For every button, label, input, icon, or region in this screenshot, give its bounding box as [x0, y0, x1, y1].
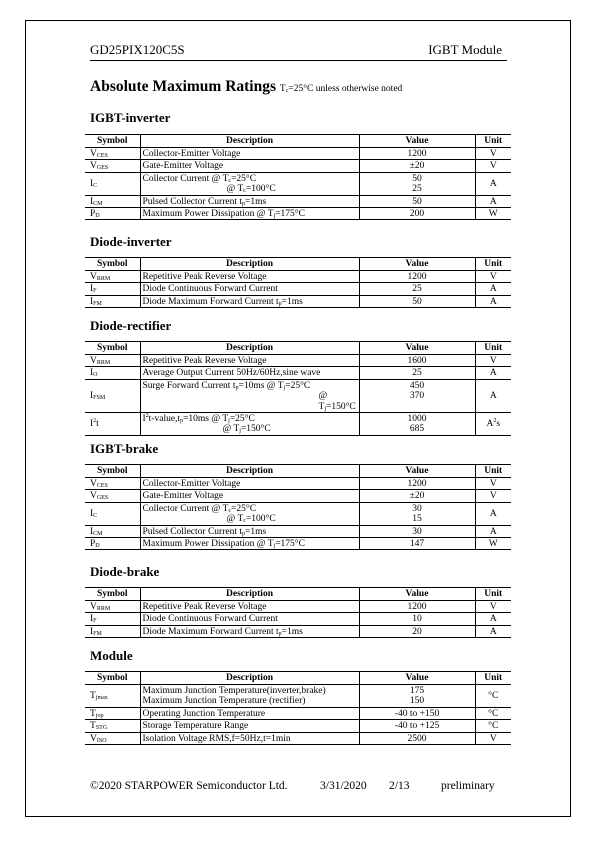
unit-cell: A	[475, 502, 511, 525]
value-cell: 25	[359, 367, 475, 379]
symbol-cell: $T_{jmax}$	[85, 685, 140, 708]
table-header-row	[85, 672, 511, 685]
unit-cell: A	[475, 172, 511, 195]
value-cell: 450 370	[359, 379, 475, 412]
unit-cell: V	[475, 478, 511, 490]
col-description: Description	[140, 342, 359, 355]
value-cell: 1200	[359, 148, 475, 160]
unit-cell: °C	[475, 720, 511, 732]
description-cell: Pulsed Collector Current $t_p=1ms$	[140, 525, 359, 537]
page-header	[90, 42, 507, 61]
table-row	[85, 379, 511, 412]
table-row	[85, 195, 511, 207]
col-value: Value	[359, 135, 475, 148]
symbol-cell: $I_{CM}$	[85, 525, 140, 537]
symbol-cell: $P_D$	[85, 538, 140, 550]
section-title-diode-inverter: Diode-inverter	[90, 234, 172, 249]
symbol-cell: $T_{STG}$	[85, 720, 140, 732]
description-cell: Operating Junction Temperature	[140, 707, 359, 719]
table-header-row	[85, 465, 511, 478]
section-title-module: Module	[90, 648, 133, 663]
symbol-cell: $I_C$	[85, 172, 140, 195]
value-cell: 175 150	[359, 685, 475, 708]
table-row	[85, 707, 511, 719]
value-cell: -40 to +150	[359, 707, 475, 719]
unit-cell: V	[475, 355, 511, 367]
symbol-cell: $V_{CES}$	[85, 148, 140, 160]
unit-cell: V	[475, 148, 511, 160]
unit-cell: °C	[475, 685, 511, 708]
description-cell: Diode Continuous Forward Current	[140, 613, 359, 625]
table-diode-brake	[85, 587, 511, 638]
unit-cell: W	[475, 538, 511, 550]
value-cell: 30 15	[359, 502, 475, 525]
value-cell: ±20	[359, 160, 475, 172]
title-text: Absolute Maximum Ratings	[90, 78, 277, 95]
unit-cell: A	[475, 625, 511, 637]
description-cell: $I^2t-value,t_p=10ms$ @ $T_j=25^\circ C$ @ $T_j=150^\circ C$	[140, 413, 359, 436]
value-cell: 50	[359, 295, 475, 307]
col-value: Value	[359, 342, 475, 355]
description-cell: Collector-Emitter Voltage	[140, 478, 359, 490]
section-title-diode-rectifier: Diode-rectifier	[90, 318, 172, 333]
value-cell: 1600	[359, 355, 475, 367]
value-cell: 30	[359, 525, 475, 537]
unit-cell: A	[475, 613, 511, 625]
symbol-cell: $I_{FM}$	[85, 295, 140, 307]
col-symbol: Symbol	[85, 588, 140, 601]
value-cell: -40 to +125	[359, 720, 475, 732]
col-description: Description	[140, 588, 359, 601]
value-cell: 50 25	[359, 172, 475, 195]
table-row	[85, 525, 511, 537]
table-row	[85, 538, 511, 550]
description-cell: Average Output Current 50Hz/60Hz,sine wave	[140, 367, 359, 379]
footer-status: preliminary	[441, 780, 495, 792]
symbol-cell: $V_{RRM}$	[85, 601, 140, 613]
table-row	[85, 367, 511, 379]
description-cell: Storage Temperature Range	[140, 720, 359, 732]
unit-cell: V	[475, 601, 511, 613]
table-row	[85, 295, 511, 307]
description-cell: Collector-Emitter Voltage	[140, 148, 359, 160]
section-title-igbt-brake: IGBT-brake	[90, 441, 159, 456]
symbol-cell: $I_O$	[85, 367, 140, 379]
col-value: Value	[359, 672, 475, 685]
symbol-cell: $P_D$	[85, 208, 140, 220]
section-title-igbt-inverter: IGBT-inverter	[90, 110, 171, 125]
symbol-cell: $I_{FSM}$	[85, 379, 140, 412]
value-cell: 1000 685	[359, 413, 475, 436]
col-symbol: Symbol	[85, 258, 140, 271]
table-row	[85, 148, 511, 160]
table-diode-inverter	[85, 257, 511, 308]
value-cell: 50	[359, 195, 475, 207]
description-cell: Repetitive Peak Reverse Voltage	[140, 601, 359, 613]
description-cell: Diode Maximum Forward Current $t_p=1ms$	[140, 625, 359, 637]
value-cell: 10	[359, 613, 475, 625]
description-cell: Maximum Junction Temperature(inverter,brake) Maximum Junction Temperature (rectifier)	[140, 685, 359, 708]
table-header-row	[85, 135, 511, 148]
description-cell: Repetitive Peak Reverse Voltage	[140, 271, 359, 283]
symbol-cell: $I_C$	[85, 502, 140, 525]
unit-cell: V	[475, 732, 511, 744]
value-cell: 1200	[359, 478, 475, 490]
unit-cell: V	[475, 271, 511, 283]
footer-date: 3/31/2020	[320, 780, 367, 792]
col-value: Value	[359, 465, 475, 478]
table-header-row	[85, 588, 511, 601]
col-description: Description	[140, 135, 359, 148]
description-cell: Maximum Power Dissipation @ $T_j=175^\circ C$	[140, 538, 359, 550]
unit-cell: A	[475, 283, 511, 295]
value-cell: 2500	[359, 732, 475, 744]
col-unit: Unit	[475, 672, 511, 685]
table-row	[85, 502, 511, 525]
table-row	[85, 283, 511, 295]
table-row	[85, 172, 511, 195]
table-row	[85, 601, 511, 613]
description-cell: Diode Maximum Forward Current $t_p=1ms$	[140, 295, 359, 307]
unit-cell: A	[475, 367, 511, 379]
value-cell: 147	[359, 538, 475, 550]
description-cell: Collector Current @ $T_c=25^\circ C$ @ $T_c=100^\circ C$	[140, 502, 359, 525]
col-symbol: Symbol	[85, 135, 140, 148]
col-symbol: Symbol	[85, 342, 140, 355]
module-type: IGBT Module	[428, 42, 502, 57]
symbol-cell: $I^2t$	[85, 413, 140, 436]
symbol-cell: $I_F$	[85, 613, 140, 625]
part-number: GD25PIX120C5S	[90, 42, 185, 57]
unit-cell: A	[475, 525, 511, 537]
unit-cell: A	[475, 295, 511, 307]
col-unit: Unit	[475, 465, 511, 478]
symbol-cell: $V_{ISO}$	[85, 732, 140, 744]
unit-cell: V	[475, 160, 511, 172]
table-igbt-brake	[85, 464, 511, 550]
value-cell: 20	[359, 625, 475, 637]
table-row	[85, 685, 511, 708]
symbol-cell: $V_{GES}$	[85, 160, 140, 172]
table-row	[85, 720, 511, 732]
table-row	[85, 160, 511, 172]
table-row	[85, 732, 511, 744]
footer-page-number: 2/13	[389, 780, 410, 792]
table-row	[85, 625, 511, 637]
symbol-cell: $V_{GES}$	[85, 490, 140, 502]
page-title	[90, 78, 402, 96]
symbol-cell: $V_{RRM}$	[85, 355, 140, 367]
description-cell: Diode Continuous Forward Current	[140, 283, 359, 295]
table-row	[85, 355, 511, 367]
col-unit: Unit	[475, 258, 511, 271]
unit-cell: A	[475, 195, 511, 207]
symbol-cell: $I_{FM}$	[85, 625, 140, 637]
value-cell: ±20	[359, 490, 475, 502]
col-symbol: Symbol	[85, 465, 140, 478]
symbol-cell: $V_{RRM}$	[85, 271, 140, 283]
col-description: Description	[140, 672, 359, 685]
col-unit: Unit	[475, 342, 511, 355]
title-condition: $T_c=25^\circ C$ unless otherwise noted	[279, 84, 403, 94]
table-header-row	[85, 258, 511, 271]
col-unit: Unit	[475, 135, 511, 148]
col-value: Value	[359, 258, 475, 271]
symbol-cell: $T_{jop}$	[85, 707, 140, 719]
col-symbol: Symbol	[85, 672, 140, 685]
col-value: Value	[359, 588, 475, 601]
table-row	[85, 208, 511, 220]
value-cell: 200	[359, 208, 475, 220]
col-unit: Unit	[475, 588, 511, 601]
description-cell: Isolation Voltage RMS,f=50Hz,t=1min	[140, 732, 359, 744]
col-description: Description	[140, 465, 359, 478]
description-cell: Repetitive Peak Reverse Voltage	[140, 355, 359, 367]
footer-copyright: ©2020 STARPOWER Semiconductor Ltd.	[90, 780, 288, 792]
description-cell: Collector Current @ $T_c=25^\circ C$ @ $T_c=100^\circ C$	[140, 172, 359, 195]
table-row	[85, 490, 511, 502]
table-module	[85, 671, 511, 745]
symbol-cell: $V_{CES}$	[85, 478, 140, 490]
description-cell: Gate-Emitter Voltage	[140, 160, 359, 172]
value-cell: 1200	[359, 271, 475, 283]
unit-cell: W	[475, 208, 511, 220]
table-igbt-inverter	[85, 134, 511, 220]
value-cell: 25	[359, 283, 475, 295]
unit-cell: A	[475, 379, 511, 412]
section-title-diode-brake: Diode-brake	[90, 564, 160, 579]
symbol-cell: $I_{CM}$	[85, 195, 140, 207]
table-row	[85, 478, 511, 490]
description-cell: Surge Forward Current $t_p=10ms$ @ $T_j=25^\circ C$ @ $T_j=150^\circ C$	[140, 379, 359, 412]
unit-cell: V	[475, 490, 511, 502]
description-cell: Pulsed Collector Current $t_p=1ms$	[140, 195, 359, 207]
symbol-cell: $I_F$	[85, 283, 140, 295]
table-row	[85, 613, 511, 625]
description-cell: Maximum Power Dissipation @ $T_j=175^\circ C$	[140, 208, 359, 220]
table-row	[85, 413, 511, 436]
value-cell: 1200	[359, 601, 475, 613]
col-description: Description	[140, 258, 359, 271]
table-diode-rectifier	[85, 341, 511, 436]
table-row	[85, 271, 511, 283]
description-cell: Gate-Emitter Voltage	[140, 490, 359, 502]
unit-cell: $A^2s$	[475, 413, 511, 436]
table-header-row	[85, 342, 511, 355]
unit-cell: °C	[475, 707, 511, 719]
